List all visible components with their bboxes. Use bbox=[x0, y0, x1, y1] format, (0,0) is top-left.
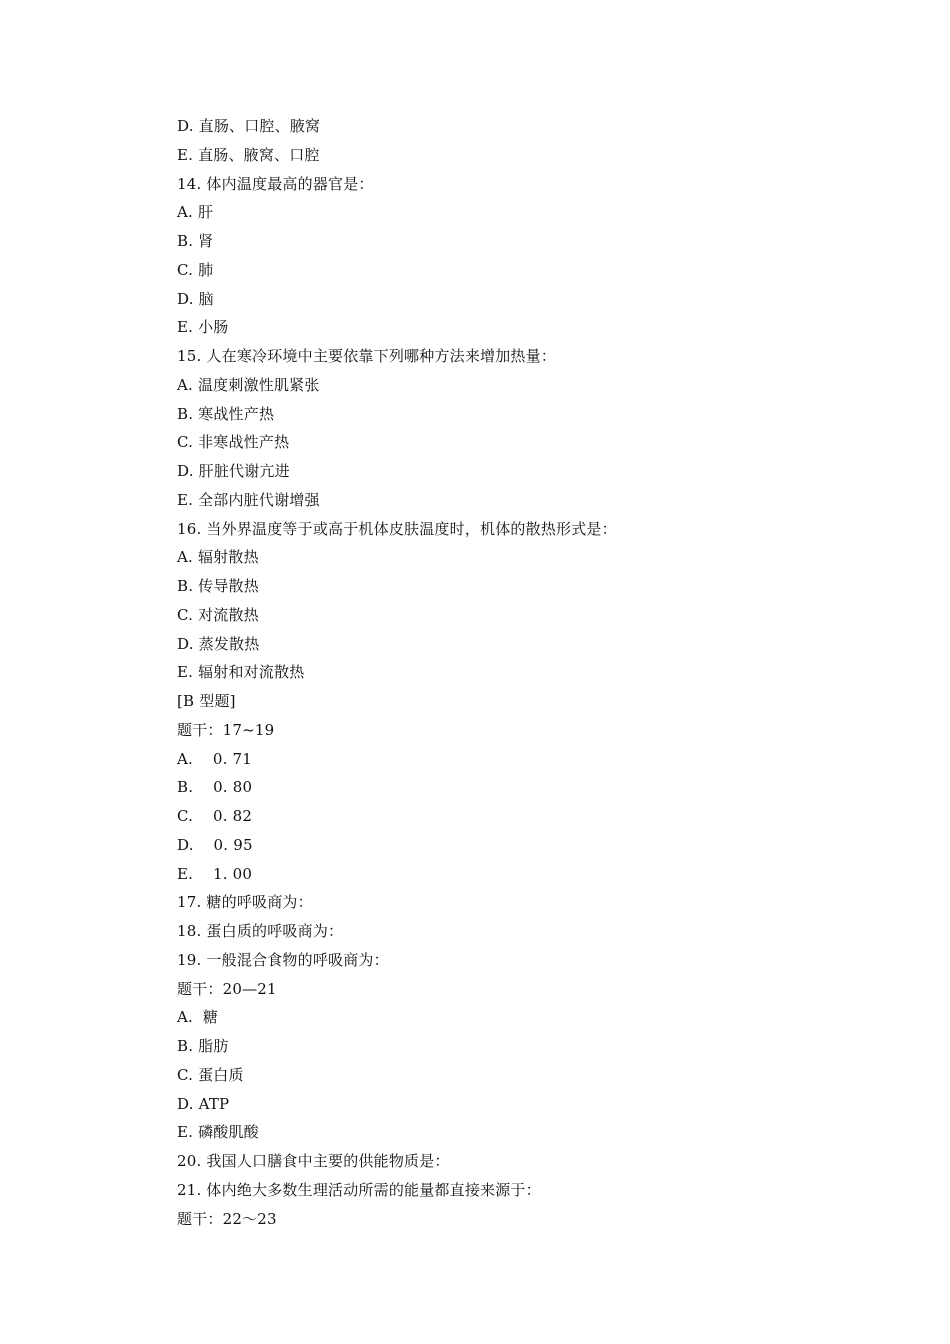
question-20: 20. 我国人口膳食中主要的供能物质是： bbox=[177, 1152, 450, 1170]
stem-17-19-option-a: A. 0. 71 bbox=[177, 749, 253, 768]
question-14: 14. 体内温度最高的器官是： bbox=[177, 174, 374, 193]
question-14-option-d: D. 脑 bbox=[177, 289, 214, 308]
stem-20-21-option-d: D. ATP bbox=[177, 1094, 230, 1113]
question-15-option-b: B. 寒战性产热 bbox=[177, 404, 275, 423]
stem-17-19-option-c: C. 0. 82 bbox=[177, 807, 253, 825]
question-16-option-a: A. 辐射散热 bbox=[177, 548, 259, 567]
stem-17-19-option-b: B. 0. 80 bbox=[177, 778, 253, 797]
stem-20-21: 题干：20—21 bbox=[177, 979, 277, 998]
stem-17-19-option-e: E. 1. 00 bbox=[177, 864, 253, 883]
question-15-option-a: A. 温度刺激性肌紧张 bbox=[177, 375, 320, 394]
question-16-option-b: B. 传导散热 bbox=[177, 577, 259, 595]
question-18: 18. 蛋白质的呼吸商为： bbox=[177, 922, 344, 940]
stem-20-21-option-e: E. 磷酸肌酸 bbox=[177, 1123, 259, 1142]
question-14-option-c: C. 肺 bbox=[177, 260, 214, 279]
question-15-option-e: E. 全部内脏代谢增强 bbox=[177, 490, 320, 509]
question-19: 19. 一般混合食物的呼吸商为： bbox=[177, 950, 389, 969]
option-d-line: D. 直肠、口腔、腋窝 bbox=[177, 117, 321, 135]
question-16-option-d: D. 蒸发散热 bbox=[177, 634, 260, 653]
stem-20-21-option-a: A. 糖 bbox=[177, 1008, 219, 1027]
question-21: 21. 体内绝大多数生理活动所需的能量都直接来源于： bbox=[177, 1180, 541, 1199]
question-17: 17. 糖的呼吸商为： bbox=[177, 893, 313, 912]
question-15: 15. 人在寒冷环境中主要依靠下列哪种方法来增加热量： bbox=[177, 347, 557, 365]
question-16-option-c: C. 对流散热 bbox=[177, 605, 259, 624]
question-15-option-d: D. 肝脏代谢亢进 bbox=[177, 462, 290, 480]
section-heading-b-type: [B 型题] bbox=[177, 692, 236, 710]
question-15-option-c: C. 非寒战性产热 bbox=[177, 433, 290, 452]
stem-20-21-option-b: B. 脂肪 bbox=[177, 1037, 229, 1055]
question-14-option-e: E. 小肠 bbox=[177, 318, 229, 337]
stem-17-19: 题干：17~19 bbox=[177, 720, 275, 739]
stem-22-23: 题干：22～23 bbox=[177, 1209, 277, 1228]
option-e-line: E. 直肠、腋窝、口腔 bbox=[177, 145, 320, 164]
document-body bbox=[177, 112, 877, 1233]
question-16-option-e: E. 辐射和对流散热 bbox=[177, 663, 305, 682]
stem-20-21-option-c: C. 蛋白质 bbox=[177, 1065, 244, 1084]
question-16: 16. 当外界温度等于或高于机体皮肤温度时，机体的散热形式是： bbox=[177, 519, 617, 538]
question-14-option-b: B. 肾 bbox=[177, 232, 214, 250]
stem-17-19-option-d: D. 0. 95 bbox=[177, 835, 253, 854]
question-14-option-a: A. 肝 bbox=[177, 203, 214, 222]
